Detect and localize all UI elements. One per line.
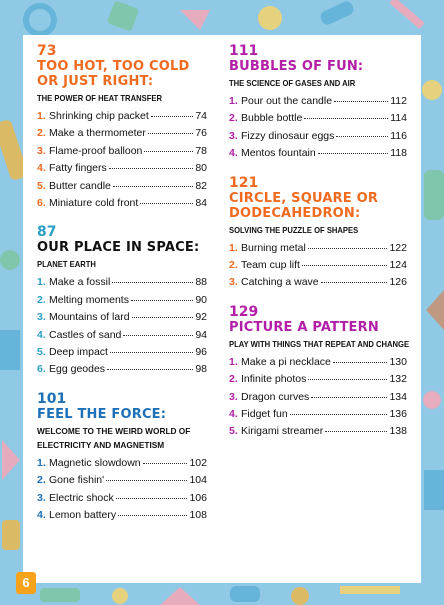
entry-title: Deep impact (49, 346, 108, 359)
section-title: FEEL THE FORCE: (37, 406, 167, 422)
section-subtitle: THE POWER OF HEAT TRANSFER (37, 93, 162, 103)
entry-title: Pour out the candle (241, 95, 333, 107)
section-page-number: 87 (37, 224, 57, 241)
entry-number: 4. (229, 147, 238, 160)
entry-number: 2. (229, 112, 238, 125)
entry-title: Shrinking chip packet (49, 110, 149, 122)
entry-page: 98 (195, 363, 207, 376)
entry-title: Kirigami streamer (241, 425, 324, 438)
dot-leader (148, 133, 193, 134)
section-page-number: 129 (229, 303, 259, 320)
contents-entry[interactable] (37, 327, 207, 344)
entry-title: Egg geodes (49, 363, 106, 376)
contents-entry[interactable] (229, 423, 407, 440)
dot-leader (143, 463, 188, 464)
entry-number: 2. (229, 373, 238, 386)
contents-entry[interactable] (37, 309, 207, 326)
entry-number: 2. (37, 127, 46, 140)
entry-page: 124 (389, 259, 407, 272)
entry-number: 4. (37, 328, 46, 341)
entry-page: 94 (195, 328, 207, 341)
entry-number: 5. (37, 179, 46, 192)
entry-title: Catching a wave (241, 276, 319, 289)
contents-entry[interactable] (229, 389, 407, 406)
entry-number: 6. (37, 197, 46, 210)
section-page-number: 101 (37, 390, 67, 407)
entry-title: Mentos fountain (241, 147, 316, 160)
contents-entry[interactable] (229, 274, 407, 291)
dot-leader (113, 186, 193, 187)
contents-section (229, 303, 410, 441)
entry-number: 3. (37, 311, 46, 324)
dot-leader (321, 282, 388, 283)
page-number-badge: 6 (16, 572, 36, 594)
entry-page: 88 (195, 276, 207, 289)
contents-column-left (37, 43, 207, 537)
section-page-number: 111 (229, 43, 259, 59)
dot-leader (308, 248, 388, 249)
entry-title: Make a thermometer (49, 127, 146, 140)
dot-leader (132, 317, 194, 318)
dot-leader (116, 498, 188, 499)
contents-entry[interactable] (37, 455, 207, 472)
dot-leader (107, 369, 193, 370)
entry-page: 108 (189, 509, 207, 522)
entry-page: 82 (195, 179, 207, 192)
dot-leader (144, 151, 193, 152)
entry-title: Electric shock (49, 491, 114, 504)
dot-leader (109, 168, 194, 169)
entry-page: 114 (390, 112, 407, 125)
entry-page: 92 (195, 311, 207, 324)
entry-page: 96 (195, 346, 207, 359)
dot-leader (106, 480, 187, 481)
contents-entry[interactable] (229, 354, 407, 371)
entry-number: 2. (37, 293, 46, 306)
entry-number: 5. (229, 425, 238, 438)
entry-number: 5. (37, 346, 46, 359)
entry-number: 3. (37, 491, 46, 504)
entry-page: 134 (389, 390, 407, 403)
entry-number: 1. (37, 110, 46, 122)
section-title: PICTURE A PATTERN (229, 319, 379, 335)
entry-number: 1. (229, 355, 238, 368)
contents-entry[interactable] (37, 195, 207, 212)
entry-page: 78 (195, 144, 207, 157)
section-page-number: 73 (37, 43, 57, 59)
entry-page: 126 (389, 276, 407, 289)
contents-entry[interactable] (229, 371, 407, 388)
contents-entry[interactable] (37, 274, 207, 291)
section-title: CIRCLE, SQUARE OR DODECAHEDRON: (229, 190, 379, 221)
entry-title: Magnetic slowdown (49, 456, 141, 469)
entry-title: Fizzy dinosaur eggs (241, 129, 335, 142)
contents-entry[interactable] (37, 125, 207, 142)
contents-entry[interactable] (229, 240, 407, 257)
entry-title: Castles of sand (49, 328, 122, 341)
dot-leader (112, 282, 193, 283)
contents-entry[interactable] (229, 128, 407, 145)
entry-page: 118 (390, 147, 407, 160)
entry-page: 90 (195, 293, 207, 306)
contents-entry[interactable] (37, 178, 207, 195)
section-subtitle: SOLVING THE PUZZLE OF SHAPES (229, 224, 359, 235)
entry-number: 2. (37, 474, 46, 487)
section-subtitle: PLAY WITH THINGS THAT REPEAT AND CHANGE (229, 338, 410, 349)
dot-leader (333, 362, 388, 363)
entry-title: Make a fossil (49, 276, 111, 289)
entry-number: 1. (229, 241, 238, 254)
section-subtitle: THE SCIENCE OF GASES AND AIR (229, 78, 356, 88)
entry-number: 2. (229, 259, 238, 272)
entry-title: Fidget fun (241, 408, 288, 421)
entry-page: 136 (389, 408, 407, 421)
entry-title: Melting moments (49, 293, 129, 306)
contents-section (229, 43, 407, 163)
entry-title: Lemon battery (49, 509, 117, 522)
entry-page: 132 (389, 373, 407, 386)
entry-page: 104 (189, 474, 207, 487)
dot-leader (140, 203, 193, 204)
contents-entry[interactable] (229, 257, 407, 274)
contents-entry[interactable] (229, 93, 407, 110)
dot-leader (110, 352, 193, 353)
dot-leader (325, 431, 387, 432)
entry-title: Mountains of lard (49, 311, 130, 324)
entry-number: 4. (229, 408, 238, 421)
entry-page: 74 (195, 110, 207, 122)
contents-entry[interactable] (229, 406, 407, 423)
contents-entry[interactable] (37, 108, 207, 125)
contents-section (229, 175, 407, 292)
contents-entry[interactable] (37, 507, 207, 524)
dot-leader (290, 414, 388, 415)
entry-title: Make a pi necklace (241, 355, 331, 368)
dot-leader (311, 397, 387, 398)
contents-entry[interactable] (229, 110, 407, 127)
entry-title: Dragon curves (241, 390, 310, 403)
contents-entry[interactable] (37, 160, 207, 177)
entry-page: 116 (390, 129, 407, 142)
entry-title: Burning metal (241, 241, 306, 254)
contents-section (37, 43, 207, 212)
entry-title: Bubble bottle (241, 112, 303, 125)
entry-page: 138 (389, 425, 407, 438)
entry-number: 3. (229, 129, 238, 142)
dot-leader (123, 335, 193, 336)
contents-column-right (229, 43, 410, 453)
section-title: TOO HOT, TOO COLD OR JUST RIGHT: (37, 59, 190, 89)
entry-page: 130 (389, 355, 407, 368)
entry-page: 84 (195, 197, 207, 210)
contents-entry[interactable] (37, 143, 207, 160)
entry-page: 76 (195, 127, 207, 140)
contents-section (37, 224, 207, 378)
entry-number: 1. (229, 95, 238, 107)
entry-title: Fatty fingers (49, 162, 107, 175)
entry-number: 1. (37, 456, 46, 469)
contents-entry[interactable] (37, 344, 207, 361)
entry-number: 4. (37, 509, 46, 522)
entry-page: 122 (389, 241, 407, 254)
entry-title: Butter candle (49, 179, 111, 192)
entry-title: Team cup lift (241, 259, 300, 272)
dot-leader (302, 265, 388, 266)
entry-number: 3. (37, 144, 46, 157)
entry-page: 106 (189, 491, 207, 504)
entry-number: 1. (37, 276, 46, 289)
entry-page: 112 (390, 95, 407, 107)
entry-title: Gone fishin' (49, 474, 105, 487)
dot-leader (131, 300, 193, 301)
entry-number: 4. (37, 162, 46, 175)
section-title: BUBBLES OF FUN: (229, 59, 364, 74)
dot-leader (304, 118, 388, 119)
contents-entry[interactable] (37, 490, 207, 507)
entry-title: Miniature cold front (49, 197, 139, 210)
contents-entry[interactable] (37, 361, 207, 378)
table-of-contents-page (23, 35, 421, 583)
dot-leader (336, 136, 388, 137)
dot-leader (334, 101, 388, 102)
dot-leader (318, 153, 389, 154)
dot-leader (151, 116, 194, 117)
section-title: OUR PLACE IN SPACE: (37, 240, 200, 256)
entry-number: 3. (229, 276, 238, 289)
contents-entry[interactable] (37, 292, 207, 309)
section-subtitle: PLANET EARTH (37, 259, 96, 270)
entry-page: 102 (189, 456, 207, 469)
contents-entry[interactable] (229, 145, 407, 162)
dot-leader (308, 379, 387, 380)
section-subtitle: WELCOME TO THE WEIRD WORLD OF ELECTRICITY AND MAGNETISM (37, 425, 191, 450)
entry-number: 3. (229, 390, 238, 403)
contents-section (37, 391, 207, 525)
entry-page: 80 (195, 162, 207, 175)
entry-title: Flame-proof balloon (49, 144, 143, 157)
section-page-number: 121 (229, 174, 259, 191)
entry-title: Infinite photos (241, 373, 307, 386)
contents-entry[interactable] (37, 472, 207, 489)
dot-leader (118, 515, 187, 516)
entry-number: 6. (37, 363, 46, 376)
